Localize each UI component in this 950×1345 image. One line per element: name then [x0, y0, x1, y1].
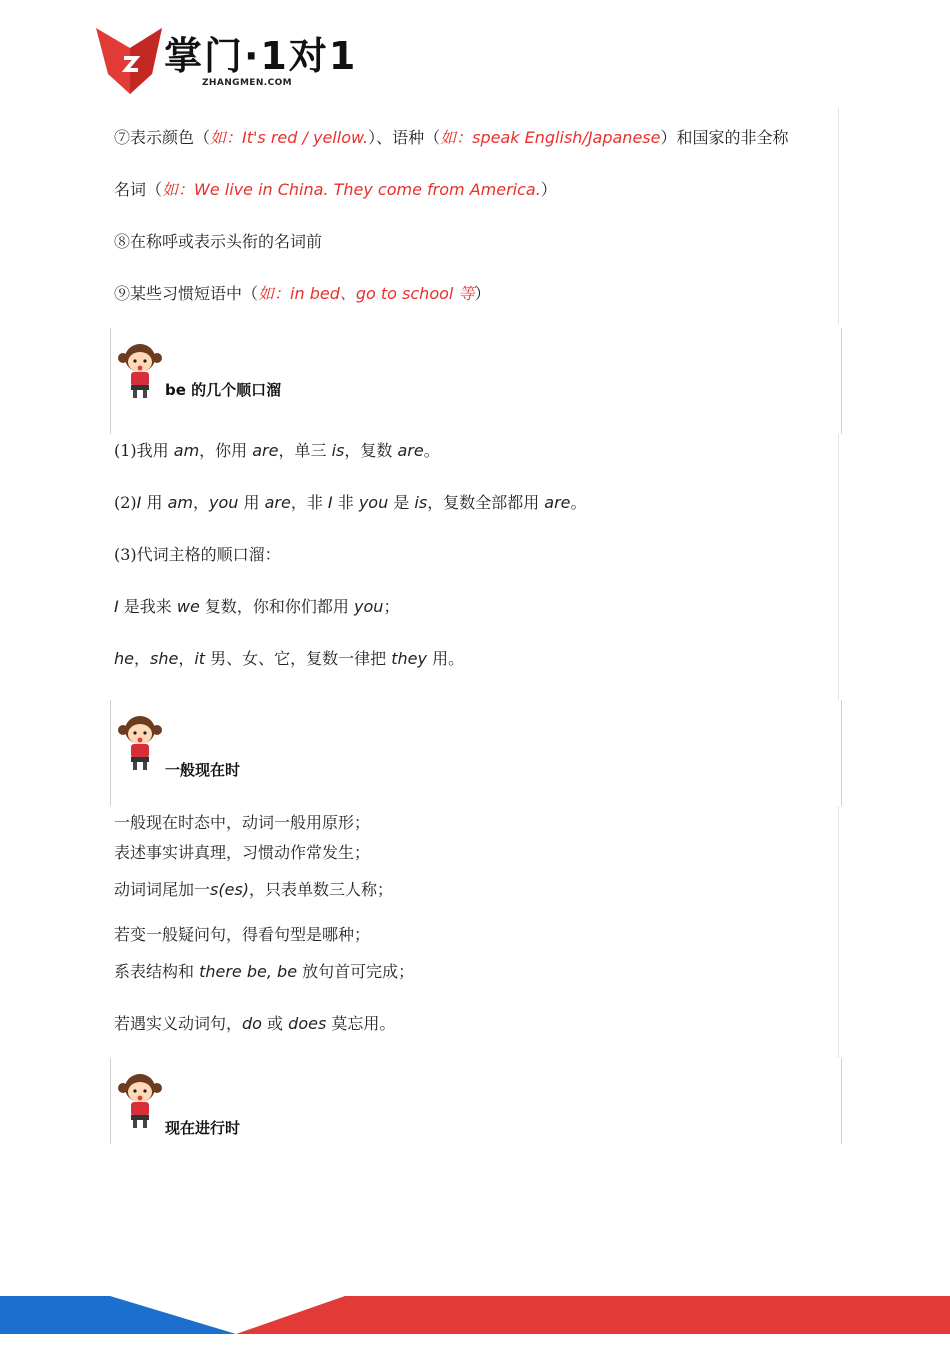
section-title-present-progressive: 现在进行时: [165, 1119, 241, 1137]
girl-icon: [117, 710, 163, 774]
list-item-7-continued: 名词（如：We live in China. They come from America.）: [114, 180, 557, 199]
girl-icon: [117, 338, 163, 402]
right-guide-rule: [838, 434, 839, 700]
footer-band: [0, 1290, 950, 1334]
rhyme-line-6: 若遇实义动词句，do 或 does 莫忘用。: [114, 1014, 396, 1033]
right-guide-rule: [838, 806, 839, 1058]
rhyme-line-1: (1)我用 am，你用 are，单三 is，复数 are。: [114, 441, 440, 460]
brand-logo: [94, 26, 358, 98]
logo-domain: ZHANGMEN.COM: [202, 78, 293, 88]
section-header-present-progressive: [110, 1058, 842, 1144]
rhyme-line-3: 动词词尾加一s(es)，只表单数三人称；: [114, 880, 394, 899]
rhyme-line-5: he，she，it 男、女、它，复数一律把 they 用。: [114, 649, 465, 668]
rhyme-line-2: 表述事实讲真理，习惯动作常发生；: [114, 843, 371, 862]
section-header-present-simple: [110, 700, 842, 806]
logo-shield-icon: [94, 26, 164, 96]
section-title-be-rhyme: be 的几个顺口溜: [165, 381, 282, 399]
rhyme-line-5: 系表结构和 there be, be 放句首可完成；: [114, 962, 415, 981]
rhyme-line-4: 若变一般疑问句，得看句型是哪种；: [114, 925, 371, 944]
rhyme-line-1: 一般现在时态中，动词一般用原形；: [114, 813, 371, 832]
rhyme-line-4: I 是我来 we 复数，你和你们都用 you；: [114, 597, 400, 616]
section-header-be-rhyme: [110, 328, 842, 434]
list-item-9: ⑨某些习惯短语中（如：in bed、go to school 等）: [114, 284, 491, 303]
right-guide-rule: [838, 108, 839, 324]
girl-icon: [117, 1068, 163, 1132]
logo-text: 掌门·1对1: [164, 34, 358, 78]
rhyme-line-2: (2)I 用 am，you 用 are，非 I 非 you 是 is，复数全部都用 are。: [114, 493, 587, 512]
section-title-present-simple: 一般现在时: [165, 761, 241, 779]
list-item-7: ⑦表示颜色（如：It's red / yellow.）、语种（如：speak English/Japanese）和国家的非全称: [114, 128, 789, 147]
rhyme-line-3: (3)代词主格的顺口溜：: [114, 545, 281, 564]
list-item-8: ⑧在称呼或表示头衔的名词前: [114, 232, 323, 251]
